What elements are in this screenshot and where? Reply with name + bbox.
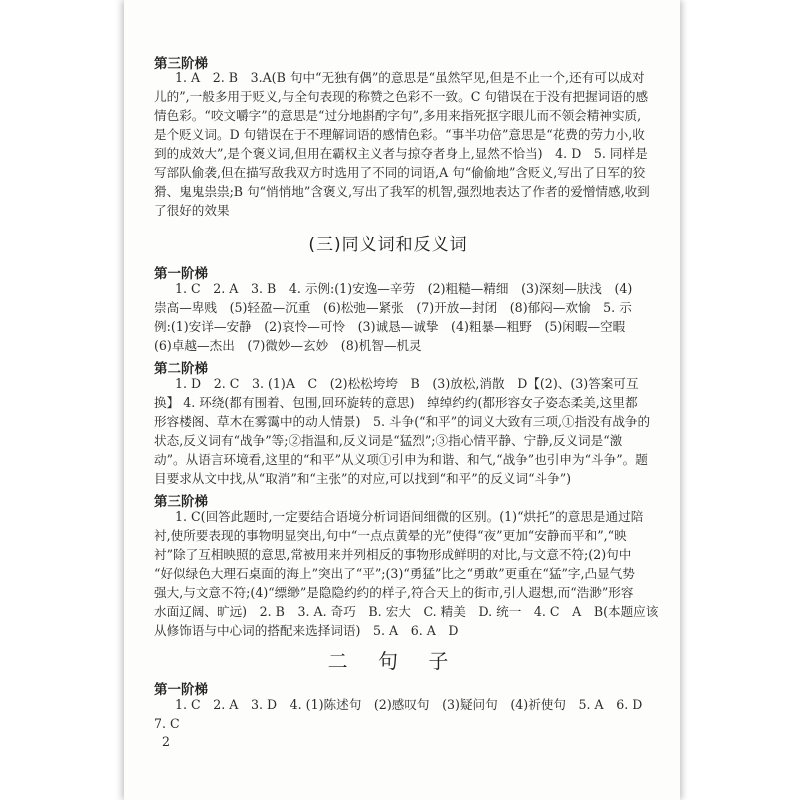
text-line: 目要求从文中找,从“取消”和“主张”的对应,可以找到“和平”的反义词“斗争”) bbox=[154, 471, 572, 486]
text-line: 形容楼阁、草木在雾霭中的动人情景) 5. 斗争(“和平”的词义大致有三项,①指没有战争的 bbox=[154, 414, 651, 429]
section-heading: 第一阶梯 bbox=[154, 266, 208, 282]
text-line: 到的成效大”,是个褒义词,但用在霸权主义者与掠夺者身上,显然不恰当) 4. D 5. 同样是 bbox=[154, 146, 648, 161]
text-line: 衬”除了互相映照的意思,常被用来并列相反的事物形成鲜明的对比,与文意不符;(2)句中 bbox=[154, 547, 632, 562]
text-line: 从修饰语与中心词的搭配来选择词语) 5. A 6. A D bbox=[154, 623, 459, 638]
section-title-sentences: 二 句 子 bbox=[327, 649, 449, 673]
text-line: 崇高—卑贱 (5)轻盈—沉重 (6)松弛—紧张 (7)开放—封闭 (8)郁闷—欢愉 5. 示 bbox=[154, 300, 632, 315]
section-heading: 第三阶梯 bbox=[154, 56, 208, 72]
text-line: 换】 4. 环绕(都有围着、包围,回环旋转的意思) 绰绰约约(都形容女子姿态柔美,这里都 bbox=[154, 395, 638, 410]
section-heading: 第一阶梯 bbox=[154, 682, 208, 698]
text-line: 7. C bbox=[154, 716, 180, 731]
text-line: 了很好的效果 bbox=[154, 203, 230, 218]
text-line: 衬,使所要表现的事物明显突出,句中“一点点黄晕的光”使得“夜”更加“安静而平和”,“映 bbox=[154, 528, 627, 543]
text-line: 1. D 2. C 3. (1)A C (2)松松垮垮 B (3)放松,消散 D【(2)、(3)答案可互 bbox=[175, 376, 639, 391]
text-line: 猾、鬼鬼祟祟;B 句“悄悄地”含褒义,写出了我军的机智,强烈地表达了作者的爱憎情感,收到 bbox=[154, 184, 650, 199]
text-line: 1. A 2. B 3.A(B 句中“无独有偶”的意思是“虽然罕见,但是不止一个,还有可以成对 bbox=[175, 70, 645, 85]
text-line: 例:(1)安详—安静 (2)哀怜—可怜 (3)诚恳—诚挚 (4)粗暴—粗野 (5)闲暇—空暇 bbox=[154, 319, 626, 334]
section-title-synonyms: (三)同义词和反义词 bbox=[308, 235, 468, 255]
text-line: 1. C 2. A 3. D 4. (1)陈述句 (2)感叹句 (3)疑问句 (4)祈使句 5. A 6. D bbox=[175, 697, 643, 712]
text-line: (6)卓越—杰出 (7)微妙—玄妙 (8)机智—机灵 bbox=[154, 338, 422, 353]
text-line: 情色彩。“咬文嚼字”的意思是“过分地斟酌字句”,多用来指死抠字眼儿而不领会精神实质, bbox=[154, 108, 642, 123]
text-line: 动”。从语言环境看,这里的“和平”从义项①引申为和谐、和气,“战争”也引申为“斗争”。题 bbox=[154, 452, 648, 467]
text-line: “好似绿色大理石桌面的海上”突出了“平”;(3)“勇猛”比之“勇敢”更重在“猛”字,凸显气势 bbox=[154, 566, 635, 581]
text-line: 强大,与文意不符;(4)“缥缈”是隐隐约约的样子,符合天上的街市,引人遐想,而“浩渺”形容 bbox=[154, 585, 634, 600]
text-line: 状态,反义词有“战争”等;②指温和,反义词是“猛烈”;③指心情平静、宁静,反义词是“激 bbox=[154, 433, 623, 448]
section-heading: 第二阶梯 bbox=[154, 361, 208, 377]
text-line: 1. C(回答此题时,一定要结合语境分析词语间细微的区别。(1)“烘托”的意思是通过陪 bbox=[175, 509, 644, 524]
text-line: 儿的”,一般多用于贬义,与全句表现的称赞之色彩不一致。C 句错误在于没有把握词语的感 bbox=[154, 89, 649, 104]
text-line: 1. C 2. A 3. B 4. 示例:(1)安逸—辛劳 (2)粗糙—精细 (3)深刻—肤浅 (4) bbox=[175, 281, 633, 296]
text-line: 水面辽阔、旷远) 2. B 3. A. 奇巧 B. 宏大 C. 精美 D. 统一 4. C A B(本题应该 bbox=[154, 604, 659, 619]
text-line: 写部队偷袭,但在描写敌我双方时选用了不同的词语,A 句“偷偷地”含贬义,写出了日军的狡 bbox=[154, 165, 646, 180]
text-line: 是个贬义词。D 句错误在于不理解词语的感情色彩。“事半功倍”意思是“花费的劳力小,收 bbox=[154, 127, 645, 142]
page-number: 2 bbox=[162, 734, 171, 749]
section-heading: 第三阶梯 bbox=[154, 494, 208, 510]
